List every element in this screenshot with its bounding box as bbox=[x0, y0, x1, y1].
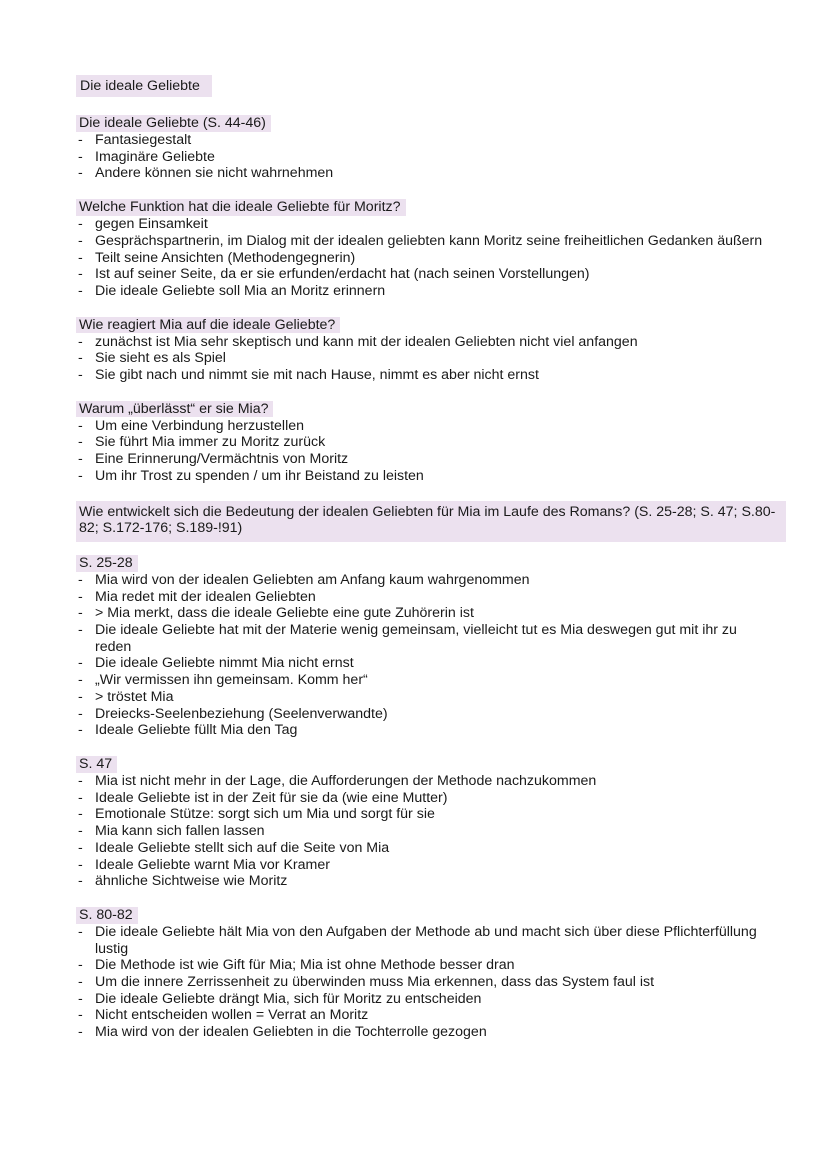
section-development bbox=[76, 501, 776, 542]
list-item: - Nicht entscheiden wollen = Verrat an Moritz bbox=[76, 1007, 776, 1024]
list-item: - Mia redet mit der idealen Geliebten bbox=[76, 589, 776, 606]
bullet-list bbox=[76, 418, 776, 485]
list-item: - Sie sieht es als Spiel bbox=[76, 350, 776, 367]
list-item: - Mia kann sich fallen lassen bbox=[76, 823, 776, 840]
list-item: - Gesprächspartnerin, im Dialog mit der idealen geliebten kann Moritz seine freiheitlichen Gedanken äußern bbox=[76, 233, 776, 250]
list-item: - Ideale Geliebte ist in der Zeit für sie da (wie eine Mutter) bbox=[76, 790, 776, 807]
list-item: - Die ideale Geliebte nimmt Mia nicht ernst bbox=[76, 655, 776, 672]
section-page-47 bbox=[76, 755, 776, 890]
list-item: - Andere können sie nicht wahrnehmen bbox=[76, 165, 776, 182]
list-item: - Die ideale Geliebte drängt Mia, sich für Moritz zu entscheiden bbox=[76, 991, 776, 1008]
list-item: - Dreiecks-Seelenbeziehung (Seelenverwandte) bbox=[76, 706, 776, 723]
list-item: - Sie führt Mia immer zu Moritz zurück bbox=[76, 434, 776, 451]
bullet-list bbox=[76, 924, 776, 1041]
list-item: - ähnliche Sichtweise wie Moritz bbox=[76, 873, 776, 890]
section-heading: S. 47 bbox=[76, 756, 117, 773]
section-heading: S. 25-28 bbox=[76, 555, 138, 572]
list-item: - Um eine Verbindung herzustellen bbox=[76, 418, 776, 435]
list-item: - Teilt seine Ansichten (Methodengegnerin) bbox=[76, 250, 776, 267]
list-item: - Ideale Geliebte stellt sich auf die Seite von Mia bbox=[76, 840, 776, 857]
list-item: - Die ideale Geliebte hält Mia von den Aufgaben der Methode ab und macht sich über diese Pflichterfüllung lustig bbox=[76, 924, 776, 957]
bullet-list bbox=[76, 572, 776, 739]
section-why bbox=[76, 400, 776, 485]
section-heading: Welche Funktion hat die ideale Geliebte für Moritz? bbox=[76, 199, 406, 216]
list-item: - Ist auf seiner Seite, da er sie erfunden/erdacht hat (nach seinen Vorstellungen) bbox=[76, 266, 776, 283]
list-item: - Ideale Geliebte warnt Mia vor Kramer bbox=[76, 857, 776, 874]
section-heading: S. 80-82 bbox=[76, 907, 138, 924]
list-item: - Um ihr Trost zu spenden / um ihr Beistand zu leisten bbox=[76, 468, 776, 485]
list-item: - Die ideale Geliebte hat mit der Materie wenig gemeinsam, vielleicht tut es Mia deswegen gut mit ihr zu reden bbox=[76, 622, 776, 655]
list-item: - > tröstet Mia bbox=[76, 689, 776, 706]
page-title: Die ideale Geliebte bbox=[76, 75, 212, 97]
list-item: - zunächst ist Mia sehr skeptisch und kann mit der idealen Geliebten nicht viel anfangen bbox=[76, 334, 776, 351]
section-function bbox=[76, 198, 776, 300]
list-item: - Ideale Geliebte füllt Mia den Tag bbox=[76, 722, 776, 739]
list-item: - „Wir vermissen ihn gemeinsam. Komm her“ bbox=[76, 672, 776, 689]
section-pages-80-82 bbox=[76, 906, 776, 1041]
section-heading: Warum „überlässt“ er sie Mia? bbox=[76, 401, 273, 418]
bullet-list bbox=[76, 773, 776, 890]
list-item: - Mia wird von der idealen Geliebten in die Tochterrolle gezogen bbox=[76, 1024, 776, 1041]
list-item: - Die Methode ist wie Gift für Mia; Mia ist ohne Methode besser dran bbox=[76, 957, 776, 974]
list-item: - Emotionale Stütze: sorgt sich um Mia und sorgt für sie bbox=[76, 806, 776, 823]
list-item: - Um die innere Zerrissenheit zu überwinden muss Mia erkennen, dass das System faul ist bbox=[76, 974, 776, 991]
list-item: - Eine Erinnerung/Vermächtnis von Moritz bbox=[76, 451, 776, 468]
bullet-list bbox=[76, 334, 776, 384]
list-item: - Mia ist nicht mehr in der Lage, die Aufforderungen der Methode nachzukommen bbox=[76, 773, 776, 790]
list-item: - Mia wird von der idealen Geliebten am Anfang kaum wahrgenommen bbox=[76, 572, 776, 589]
list-item: - Fantasiegestalt bbox=[76, 132, 776, 149]
bullet-list bbox=[76, 132, 776, 182]
list-item: - gegen Einsamkeit bbox=[76, 216, 776, 233]
section-reaction bbox=[76, 316, 776, 384]
section-heading: Wie entwickelt sich die Bedeutung der idealen Geliebten für Mia im Laufe des Romans? (S. 25-28; S. 47; S.80-82; S.172-176; S.189-!91) bbox=[76, 501, 786, 542]
document-content bbox=[76, 75, 776, 1057]
list-item: - > Mia merkt, dass die ideale Geliebte eine gute Zuhörerin ist bbox=[76, 605, 776, 622]
section-heading: Die ideale Geliebte (S. 44-46) bbox=[76, 115, 271, 132]
section-heading: Wie reagiert Mia auf die ideale Geliebte? bbox=[76, 317, 340, 334]
bullet-list bbox=[76, 216, 776, 300]
list-item: - Die ideale Geliebte soll Mia an Moritz erinnern bbox=[76, 283, 776, 300]
list-item: - Sie gibt nach und nimmt sie mit nach Hause, nimmt es aber nicht ernst bbox=[76, 367, 776, 384]
section-definition bbox=[76, 114, 776, 182]
list-item: - Imaginäre Geliebte bbox=[76, 149, 776, 166]
section-pages-25-28 bbox=[76, 554, 776, 739]
